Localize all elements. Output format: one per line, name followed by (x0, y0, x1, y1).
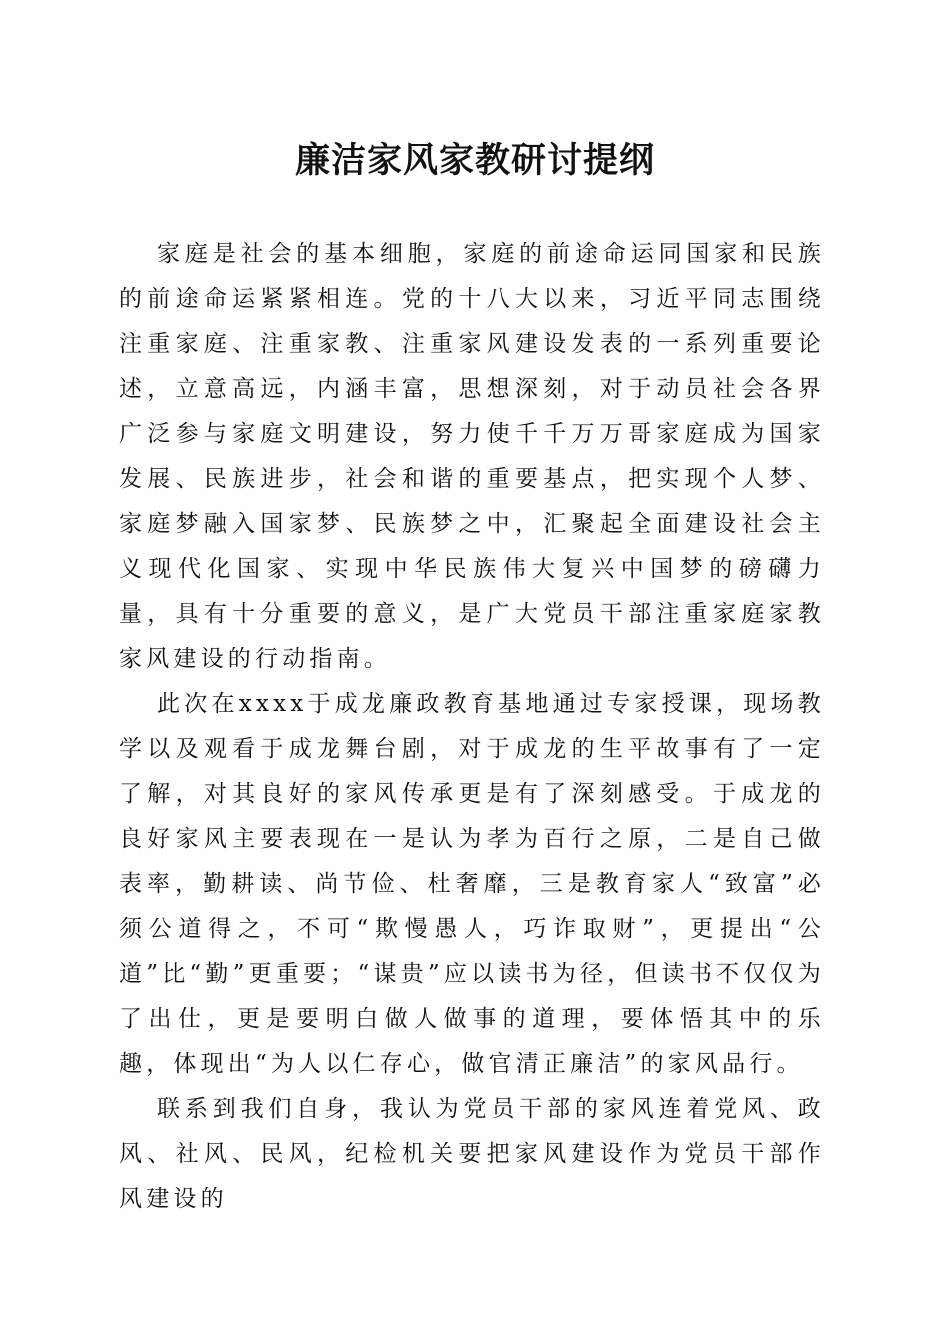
paragraph-3: 联系到我们自身，我认为党员干部的家风连着党风、政风、社风、民风，纪检机关要把家风建设作为党员干部作风建设的 (119, 1096, 825, 1212)
paragraph-1: 家庭是社会的基本细胞，家庭的前途命运同国家和民族的前途命运紧紧相连。党的十八大以来，习近平同志围绕注重家庭、注重家教、注重家风建设发表的一系列重要论述，立意高远，内涵丰富，思想深刻，对于动员社会各界广泛参与家庭文明建设，努力使千千万万哥家庭成为国家发展、民族进步，社会和谐的重要基点，把实现个人梦、家庭梦融入国家梦、民族梦之中，汇聚起全面建设社会主义现代化国家、实现中华民族伟大复兴中国梦的磅礴力量，具有十分重要的意义，是广大党员干部注重家庭家教家风建设的行动指南。 (119, 241, 825, 672)
paragraph-2: 此次在xxxx于成龙廉政教育基地通过专家授课，现场教学以及观看于成龙舞台剧，对于成龙的生平故事有了一定了解，对其良好的家风传承更是有了深刻感受。于成龙的良好家风主要表现在一是认为孝为百行之原，二是自己做表率，勤耕读、尚节俭、杜奢靡，三是教育家人“致富”必须公道得之，不可“欺慢愚人，巧诈取财”，更提出“公道”比“勤”更重要；“谋贵”应以读书为径，但读书不仅仅为了出仕，更是要明白做人做事的道理，要体悟其中的乐趣，体现出“为人以仁存心，做官清正廉洁”的家风品行。 (119, 691, 825, 1077)
document-body (119, 232, 825, 1222)
document-title: 廉洁家风家教研讨提纲 (294, 140, 655, 181)
